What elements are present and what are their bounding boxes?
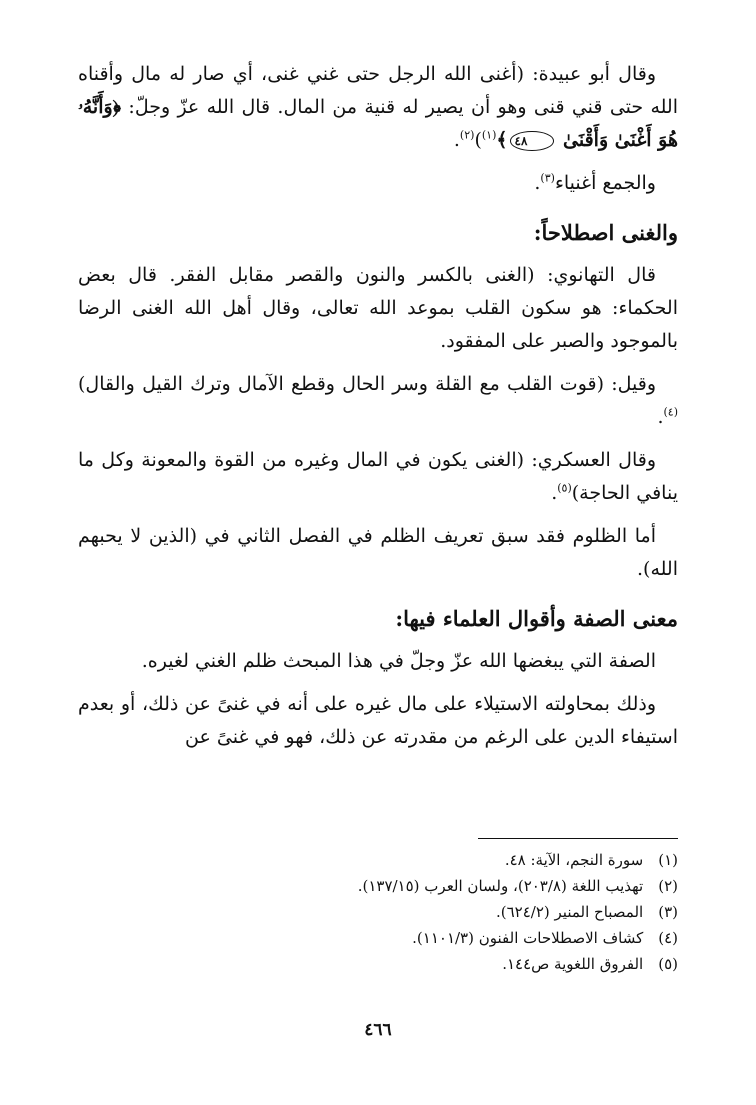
paragraph-tahanawi: قال التهانوي: (الغنى بالكسر والنون والقصر مقابل الفقر. قال بعض الحكماء: هو سكون القلب بموعد الله تعالى، وقال أهل الله الغنى الرضا بالموجود والصبر على المفقود. bbox=[78, 264, 678, 352]
footnote-4: (٤) كشاف الاصطلاحات الفنون (١١٠١/٣). bbox=[412, 929, 678, 947]
paragraph-askari: وقال العسكري: (الغنى يكون في المال وغيره من القوة والمعونة وكل ما ينافي الحاجة)$^{(٥)}$. bbox=[78, 449, 678, 504]
paragraph-plural: والجمع أغنياء$^{(٣)}$. bbox=[534, 171, 656, 194]
main-text bbox=[78, 58, 678, 764]
footnote-2: (٢) تهذيب اللغة (٢٠٣/٨)، ولسان العرب (١٣٧/١٥). bbox=[357, 877, 678, 895]
footnote-ref-5: (٥) bbox=[557, 481, 572, 495]
footnote-ref-4: (٤) bbox=[663, 405, 678, 419]
paragraph-zalum: أما الظلوم فقد سبق تعريف الظلم في الفصل الثاني في (الذين لا يحبهم الله). bbox=[78, 525, 678, 580]
footnote-ref-3: (٣) bbox=[540, 171, 555, 185]
paragraph-attribute: الصفة التي يبغضها الله عزّ وجلّ في هذا المبحث ظلم الغني لغيره. bbox=[141, 650, 656, 672]
ayah-number-marker: ٤٨ bbox=[510, 131, 555, 151]
section-heading-meaning: معنى الصفة وأقوال العلماء فيها: bbox=[395, 606, 678, 631]
page-number: ٤٦٦ bbox=[364, 1020, 392, 1040]
paragraph-qila: وقيل: (قوت القلب مع القلة وسر الحال وقطع الآمال وترك القيل والقال)$^{(٤)}$. bbox=[78, 373, 678, 428]
footnote-divider bbox=[478, 838, 678, 839]
footnote-5: (٥) الفروق اللغوية ص١٤٤. bbox=[502, 955, 678, 973]
footnotes-section bbox=[78, 838, 678, 977]
paragraph-abu-ubaida: وقال أبو عبيدة: (أغنى الله الرجل حتى غني غنى، أي صار له مال وأقناه الله حتى قني قنى وهو أن يصير له قنية من المال. قال الله عزّ وجلّ: ﴿وَأَنَّهُۥ هُوَ أَغْنَىٰ وَأَقْنَىٰ ٤٨﴾$^{(١)}$)$^{(٢)}$. bbox=[78, 63, 678, 151]
footnote-ref-1: (١) bbox=[481, 128, 497, 142]
footnote-3: (٣) المصباح المنير (٦٢٤/٢). bbox=[495, 903, 678, 921]
section-heading-terminology: والغنى اصطلاحاً: bbox=[533, 220, 678, 245]
quran-verse: ﴿وَأَنَّهُۥ هُوَ أَغْنَىٰ وَأَقْنَىٰ ٤٨﴾ bbox=[78, 96, 678, 151]
paragraph-explanation: وذلك بمحاولته الاستيلاء على مال غيره على أنه في غنىً عن ذلك، أو بعدم استيفاء الدين على الرغم من مقدرته عن ذلك، فهو في غنىً عن bbox=[78, 693, 678, 748]
footnote-1: (١) سورة النجم، الآية: ٤٨. bbox=[504, 851, 678, 869]
footnote-ref-2: (٢) bbox=[459, 128, 475, 142]
